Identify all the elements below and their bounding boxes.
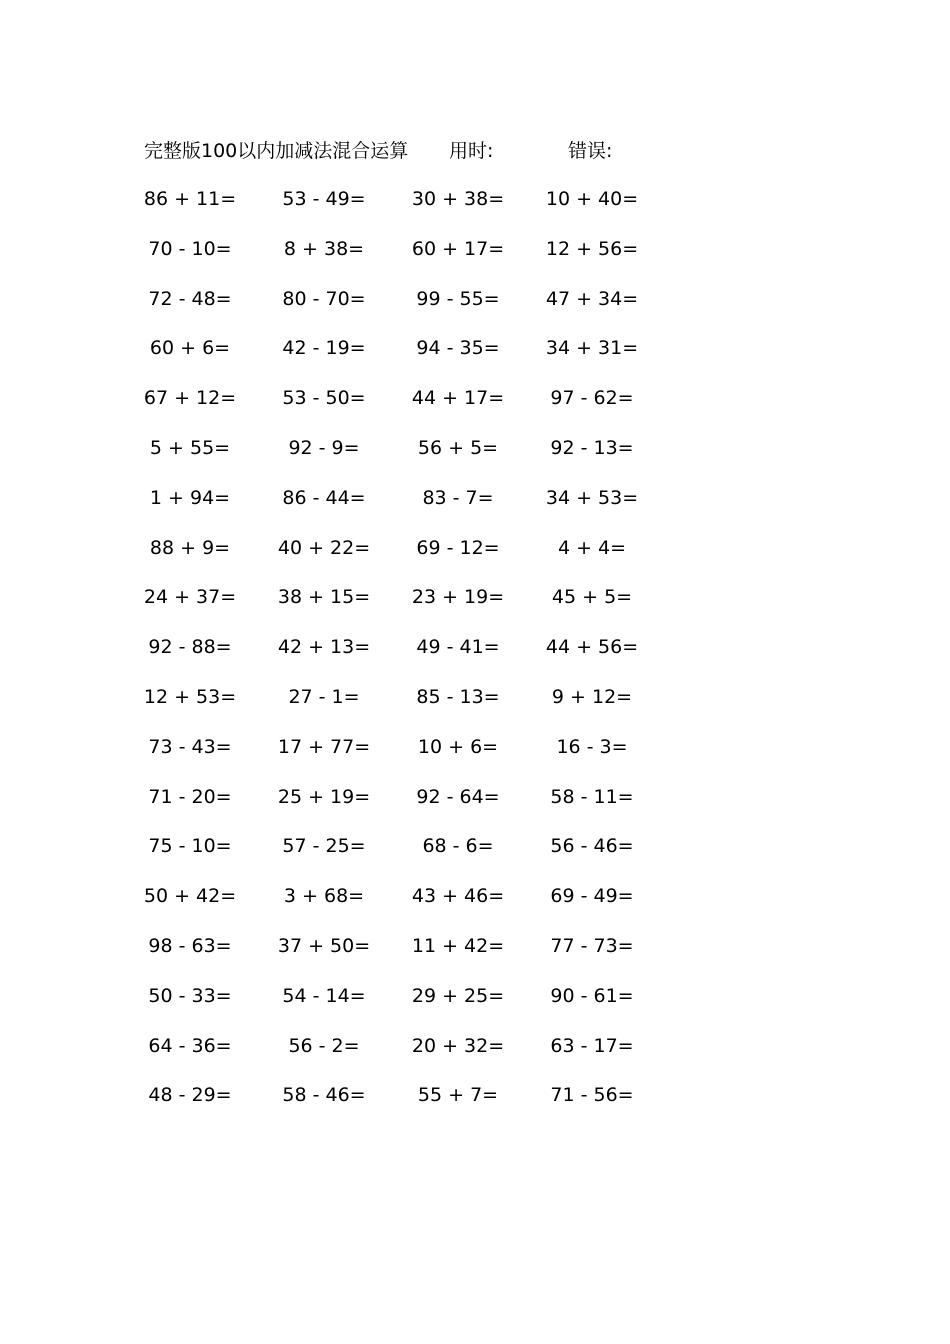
worksheet-header (0, 136, 950, 166)
arithmetic-problem: 92 - 88= (148, 636, 232, 659)
arithmetic-problem: 56 + 5= (417, 436, 499, 459)
arithmetic-problem: 55 + 7= (417, 1084, 499, 1107)
arithmetic-problem: 80 - 70= (282, 287, 366, 310)
arithmetic-problem: 92 - 9= (288, 436, 360, 459)
arithmetic-problem: 24 + 37= (143, 586, 237, 609)
arithmetic-problem: 44 + 17= (411, 387, 505, 410)
error-count-label: 错误: (568, 140, 613, 162)
arithmetic-problem: 53 - 50= (282, 387, 366, 410)
arithmetic-problem: 12 + 53= (143, 685, 237, 708)
arithmetic-problem: 69 - 49= (550, 885, 634, 908)
arithmetic-problem: 69 - 12= (416, 536, 500, 559)
arithmetic-problem: 73 - 43= (148, 735, 232, 758)
problem-row (0, 931, 950, 981)
arithmetic-problem: 34 + 31= (545, 337, 639, 360)
problem-row (0, 682, 950, 732)
arithmetic-problem: 4 + 4= (557, 536, 627, 559)
arithmetic-problem: 45 + 5= (551, 586, 633, 609)
arithmetic-problem: 5 + 55= (149, 436, 231, 459)
arithmetic-problem: 11 + 42= (411, 934, 505, 957)
arithmetic-problem: 58 - 46= (282, 1084, 366, 1107)
arithmetic-problem: 94 - 35= (416, 337, 500, 360)
arithmetic-problem: 92 - 64= (416, 785, 500, 808)
problem-row (0, 1031, 950, 1081)
arithmetic-problem: 27 - 1= (288, 685, 360, 708)
problem-row (0, 881, 950, 931)
arithmetic-problem: 60 + 17= (411, 237, 505, 260)
arithmetic-problem: 48 - 29= (148, 1084, 232, 1107)
arithmetic-problem: 63 - 17= (550, 1034, 634, 1057)
arithmetic-problem: 42 + 13= (277, 636, 371, 659)
arithmetic-problem: 12 + 56= (545, 237, 639, 260)
arithmetic-problem: 83 - 7= (422, 486, 494, 509)
arithmetic-problem: 38 + 15= (277, 586, 371, 609)
arithmetic-problem: 29 + 25= (411, 984, 505, 1007)
arithmetic-problem: 67 + 12= (143, 387, 237, 410)
arithmetic-problem: 70 - 10= (148, 237, 232, 260)
problem-row (0, 533, 950, 583)
arithmetic-problem: 10 + 6= (417, 735, 499, 758)
arithmetic-problem: 90 - 61= (550, 984, 634, 1007)
arithmetic-problem: 97 - 62= (550, 387, 634, 410)
arithmetic-problem: 72 - 48= (148, 287, 232, 310)
problem-row (0, 1080, 950, 1130)
arithmetic-problem: 8 + 38= (283, 237, 365, 260)
arithmetic-problem: 10 + 40= (545, 188, 639, 210)
arithmetic-problem: 58 - 11= (550, 785, 634, 808)
problem-row (0, 732, 950, 782)
problem-row (0, 483, 950, 533)
arithmetic-problem: 25 + 19= (277, 785, 371, 808)
arithmetic-problem: 98 - 63= (148, 934, 232, 957)
arithmetic-problem: 34 + 53= (545, 486, 639, 509)
arithmetic-problem: 92 - 13= (550, 436, 634, 459)
problem-row (0, 184, 950, 234)
arithmetic-problem: 85 - 13= (416, 685, 500, 708)
arithmetic-problem: 86 + 11= (143, 188, 237, 210)
arithmetic-problem: 56 - 46= (550, 835, 634, 858)
problem-row (0, 981, 950, 1031)
problem-grid (0, 184, 950, 1130)
arithmetic-problem: 23 + 19= (411, 586, 505, 609)
arithmetic-problem: 99 - 55= (416, 287, 500, 310)
time-used-label: 用时: (449, 140, 494, 162)
arithmetic-problem: 49 - 41= (416, 636, 500, 659)
arithmetic-problem: 60 + 6= (149, 337, 231, 360)
arithmetic-problem: 30 + 38= (411, 188, 505, 210)
arithmetic-problem: 44 + 56= (545, 636, 639, 659)
arithmetic-problem: 16 - 3= (556, 735, 628, 758)
arithmetic-problem: 53 - 49= (282, 188, 366, 210)
arithmetic-problem: 88 + 9= (149, 536, 231, 559)
arithmetic-problem: 50 + 42= (143, 885, 237, 908)
arithmetic-problem: 71 - 56= (550, 1084, 634, 1107)
arithmetic-problem: 77 - 73= (550, 934, 634, 957)
arithmetic-problem: 68 - 6= (422, 835, 494, 858)
problem-row (0, 831, 950, 881)
worksheet-title: 完整版100以内加减法混合运算 (144, 140, 409, 162)
arithmetic-problem: 47 + 34= (545, 287, 639, 310)
arithmetic-problem: 71 - 20= (148, 785, 232, 808)
problem-row (0, 782, 950, 832)
arithmetic-problem: 20 + 32= (411, 1034, 505, 1057)
arithmetic-problem: 17 + 77= (277, 735, 371, 758)
arithmetic-problem: 3 + 68= (283, 885, 365, 908)
problem-row (0, 284, 950, 334)
arithmetic-problem: 1 + 94= (149, 486, 231, 509)
problem-row (0, 383, 950, 433)
arithmetic-problem: 50 - 33= (148, 984, 232, 1007)
arithmetic-problem: 56 - 2= (288, 1034, 360, 1057)
problem-row (0, 632, 950, 682)
arithmetic-problem: 75 - 10= (148, 835, 232, 858)
arithmetic-problem: 40 + 22= (277, 536, 371, 559)
arithmetic-problem: 9 + 12= (551, 685, 633, 708)
arithmetic-problem: 37 + 50= (277, 934, 371, 957)
problem-row (0, 433, 950, 483)
arithmetic-problem: 54 - 14= (282, 984, 366, 1007)
problem-row (0, 234, 950, 284)
arithmetic-problem: 64 - 36= (148, 1034, 232, 1057)
arithmetic-problem: 42 - 19= (282, 337, 366, 360)
arithmetic-problem: 43 + 46= (411, 885, 505, 908)
problem-row (0, 333, 950, 383)
arithmetic-problem: 57 - 25= (282, 835, 366, 858)
arithmetic-problem: 86 - 44= (282, 486, 366, 509)
problem-row (0, 582, 950, 632)
